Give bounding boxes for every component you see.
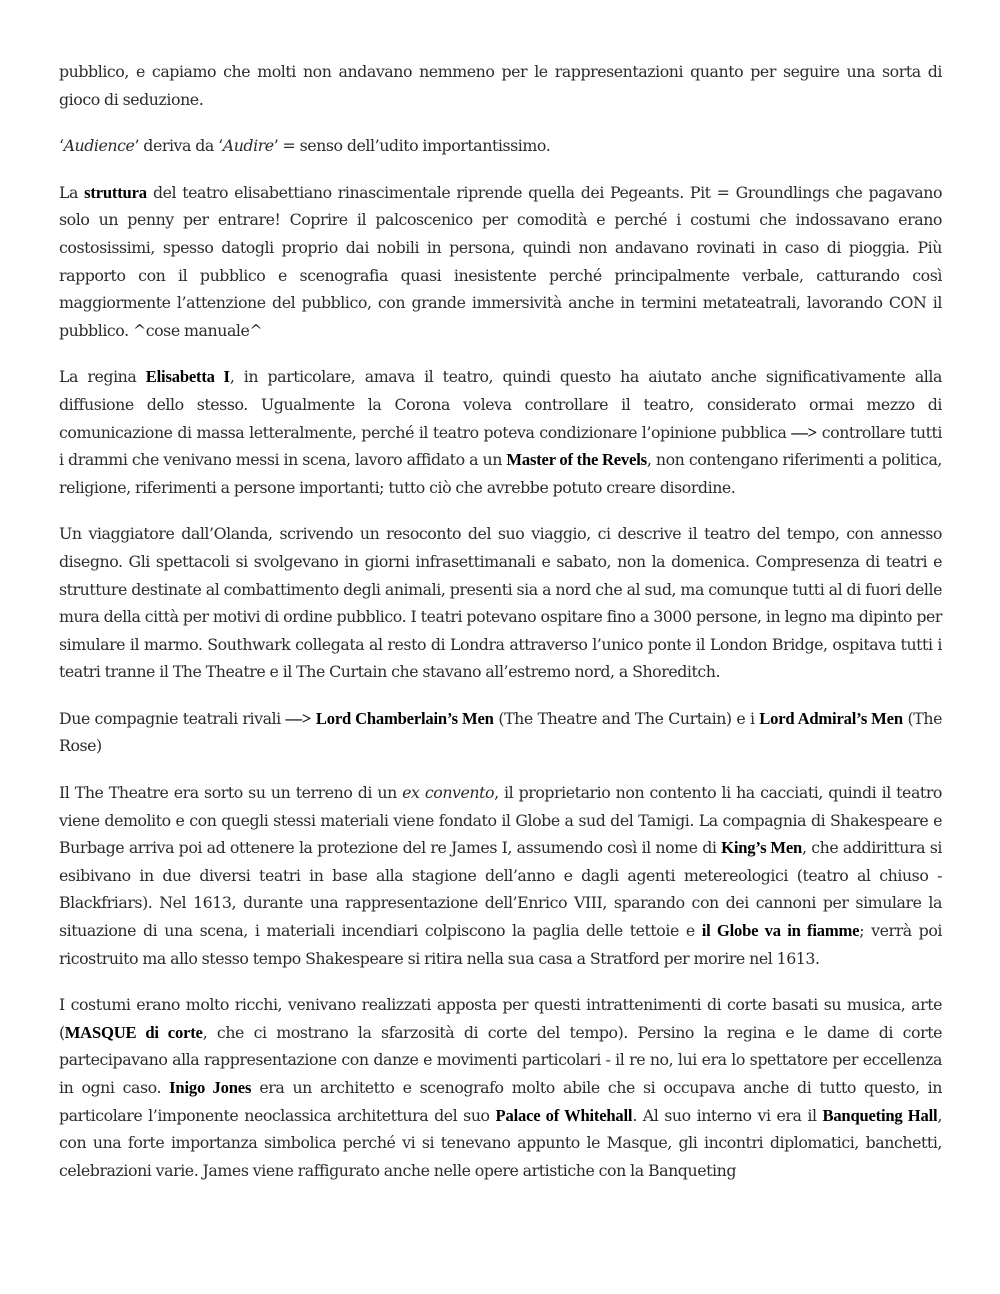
text-run: ’ deriva da ‘ (134, 136, 223, 156)
text-run: ; verrà poi ricostruito ma allo stesso tempo Shakespeare si ritira nella sua casa a Stratford per morire nel 1613. (59, 921, 942, 968)
text-run: Il The Theatre era sorto su un terreno di un (59, 783, 403, 803)
bold-term: struttura (84, 182, 147, 202)
italic-term: ex convento (402, 783, 495, 803)
paragraph-masque-costumes (59, 991, 942, 1184)
bold-term: Master of the Revels (506, 450, 647, 470)
paragraph-dutch-traveller (59, 520, 942, 686)
paragraph-audience-etymology (59, 132, 942, 160)
text-run: Due compagnie teatrali rivali (59, 708, 286, 728)
italic-term: Audience (63, 136, 135, 156)
text-run: controllare tutti i drammi che venivano messi in scena, lavoro affidato a un (59, 422, 942, 470)
bold-term: —> (791, 422, 817, 442)
bold-term: King’s Men (721, 838, 803, 858)
bold-term: —> (285, 708, 312, 728)
text-run: , non contengano riferimenti a politica, religione, riferimenti a persone importanti; tutto ciò che avrebbe potuto creare disordine. (59, 450, 942, 497)
text-run: (The Theatre and The Curtain) e i (493, 708, 760, 728)
text-run: pubblico, e capiamo che molti non andavano nemmeno per le rappresentazioni quanto per seguire una sorta di gioco di seduzione. (59, 62, 942, 109)
text-run: ’ = senso dell’udito importantissimo. (273, 136, 551, 156)
text-run: , con una forte importanza simbolica perché vi si tenevano appunto le Masque, gli incontri diplomatici, banchetti, celebrazioni varie. James viene raffigurato anche nelle opere artistiche con la Banqueting (59, 1105, 943, 1180)
italic-term: Audire (222, 136, 274, 156)
bold-term: Banqueting Hall (822, 1105, 938, 1125)
text-run: , il proprietario non contento li ha cacciati, quindi il teatro viene demolito e con quegli stessi materiali viene fondato il Globe a sud del Tamigi. La compagnia di Shakespeare e Burbage arriva poi ad ottenere la protezione del re James I, assumendo così il nome di (59, 783, 942, 858)
text-run: La regina (59, 367, 146, 387)
bold-term: Palace of Whitehall (495, 1105, 633, 1125)
paragraph-rival-companies (59, 705, 942, 760)
bold-term: il Globe va in fiamme (701, 921, 860, 941)
bold-term: Lord Admiral’s Men (759, 708, 903, 728)
text-run: I costumi erano molto ricchi, venivano realizzati apposta per questi intrattenimenti di corte basati su musica, arte ( (59, 995, 942, 1042)
text-run: ‘ (59, 136, 64, 156)
bold-term: Elisabetta I (145, 367, 230, 387)
paragraph-elizabeth-i (59, 363, 942, 501)
bold-term: MASQUE di corte (64, 1022, 203, 1042)
paragraph-theatre-structure (59, 179, 942, 345)
bold-term: Inigo Jones (169, 1078, 252, 1097)
text-run: era un architetto e scenografo molto abile che si occupava anche di tutto questo, in particolare l’imponente neoclassica architettura del suo (59, 1078, 942, 1125)
paragraph-the-theatre-globe (59, 779, 942, 972)
text-run: del teatro elisabettiano rinascimentale riprende quella dei Pegeants. Pit = Groundlings che pagavano solo un penny per entrare! Coprire il palcoscenico per comodità e perché i costumi che indossavano erano costosissimi, spesso datogli proprio dai nobili in persona, quindi non andavano rovinati in caso di pioggia. Più rapporto con il pubblico e scenografia quasi inesistente perché principalmente verbale, catturando così maggiormente l’attenzione del pubblico, con grande immersività anche in termini metateatrali, lavorando CON il pubblico. ^cose manuale^ (59, 182, 943, 340)
text-run: , che addirittura si esibivano in due diversi teatri in base alla stagione dell’anno e dagli agenti metereologici (teatro al chiuso - Blackfriars). Nel 1613, durante una rappresentazione dell’Enrico VIII, sparando con dei cannoni per simulare la situazione di una scena, i materiali incendiari colpiscono la paglia delle tettoie e (59, 838, 943, 941)
text-run: . Al suo interno vi era il (632, 1105, 823, 1125)
bold-term: Lord Chamberlain’s Men (315, 708, 494, 728)
text-run: , che ci mostrano la sfarzosità di corte del tempo). Persino la regina e le dame di corte partecipavano alla rappresentazione con danze e movimenti particolari - il re no, lui era lo spettatore per eccellenza in ogni caso. (59, 1022, 943, 1097)
text-run: (The Rose) (59, 708, 942, 756)
text-run: La (59, 182, 85, 202)
text-run: Un viaggiatore dall’Olanda, scrivendo un resoconto del suo viaggio, ci descrive il teatro del tempo, con annesso disegno. Gli spettacoli si svolgevano in giorni infrasettimanali e sabato, non la domenica. Compresenza di teatri e strutture destinate al combattimento degli animali, presenti sia a nord che al sud, ma comunque tutti al di fuori delle mura della città per motivi di ordine pubblico. I teatri potevano ospitare fino a 3000 persone, in legno ma dipinto per simulare il marmo. Southwark collegata al resto di Londra attraverso l’unico ponte il London Bridge, ospitava tutti i teatri tranne il The Theatre e il The Curtain che stavano all’estremo nord, a Shoreditch. (59, 524, 942, 682)
text-run: , in particolare, amava il teatro, quindi questo ha aiutato anche significativamente alla diffusione dello stesso. Ugualmente la Corona voleva controllare il teatro, considerato ormai mezzo di comunicazione di massa letteralmente, perché il teatro poteva condizionare l’opinione pubblica (59, 367, 942, 442)
paragraph-seduction (59, 58, 942, 113)
